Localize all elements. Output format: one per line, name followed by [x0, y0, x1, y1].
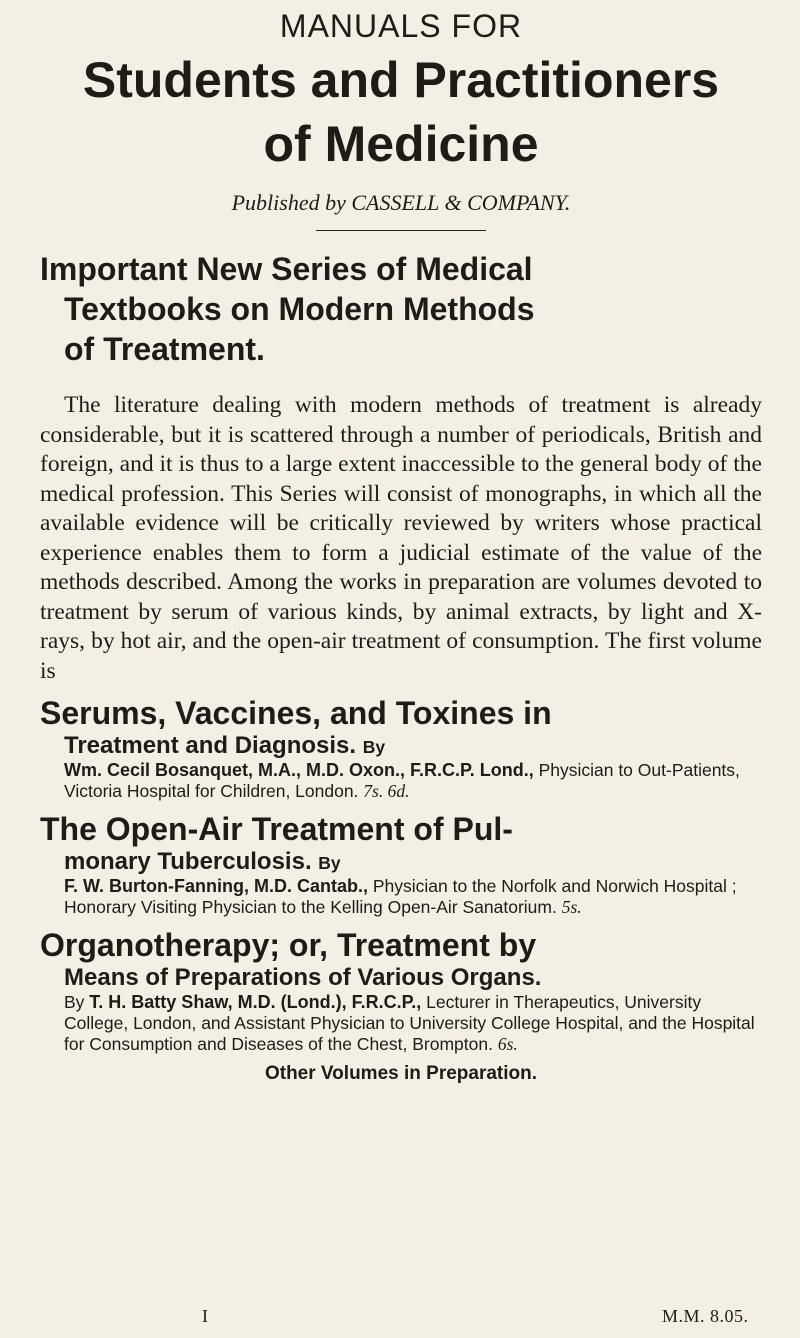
- book-description: Physician to the Norfolk and Norwich Hospital ; Honorary Visiting Physician to the Kelling Open-Air Sanatorium.: [64, 876, 737, 917]
- book-subtitle-text: Treatment and Diagnosis.: [64, 732, 357, 759]
- book-title: Serums, Vaccines, and Toxines in: [40, 695, 552, 731]
- book-description: Physician to Out-Patients, Victoria Hospital for Children, London.: [64, 760, 740, 801]
- series-heading-line3: of Treatment.: [64, 331, 265, 367]
- book-description: Lecturer in Therapeutics, University College, London, and Assistant Physician to University College Hospital, and the Hospital for Consumption and Diseases of the Chest, Brompton.: [64, 992, 755, 1054]
- book-entry-serums: [40, 694, 762, 802]
- book-author-block: [40, 992, 762, 1055]
- book-author: Wm. Cecil Bosanquet, M.A., M.D. Oxon., F.R.C.P. Lond.,: [64, 760, 534, 780]
- book-price: 7s. 6d.: [363, 781, 410, 801]
- book-subtitle: [40, 848, 762, 876]
- divider-rule: [316, 230, 486, 231]
- book-title: Organotherapy; or, Treatment by: [40, 927, 537, 963]
- book-by: By: [362, 737, 386, 757]
- book-by: By: [318, 853, 341, 873]
- book-price: 5s.: [561, 897, 582, 917]
- series-heading-line2: Textbooks on Modern Methods: [64, 291, 535, 327]
- book-entry-organotherapy: [40, 926, 762, 1055]
- catalog-code: M.M. 8.05.: [662, 1306, 749, 1326]
- book-author-block: [40, 876, 762, 918]
- book-title: The Open-Air Treatment of Pul-: [40, 811, 513, 847]
- signature-mark: I: [202, 1306, 208, 1326]
- other-volumes-note: Other Volumes in Preparation.: [264, 1063, 538, 1084]
- manuals-for-heading: MANUALS FOR: [279, 8, 523, 44]
- of-medicine-heading: of Medicine: [263, 116, 539, 172]
- book-by: By: [64, 992, 90, 1012]
- book-price: 6s.: [497, 1034, 518, 1054]
- book-author-block: [40, 760, 762, 802]
- page-footer: [0, 1306, 800, 1330]
- students-practitioners-heading: Students and Practitioners: [82, 52, 720, 108]
- book-subtitle-text: monary Tuberculosis.: [64, 848, 312, 875]
- book-author: F. W. Burton-Fanning, M.D. Cantab.,: [64, 876, 368, 896]
- book-author: T. H. Batty Shaw, M.D. (Lond.), F.R.C.P.,: [89, 992, 422, 1012]
- series-heading-line1: Important New Series of Medical: [40, 251, 533, 287]
- series-intro-paragraph: The literature dealing with modern methods of treatment is already considerable, but it is scattered through a number of periodicals, British and foreign, and it is thus to a large extent inaccessible to the general body of the medical profession. This Series will consist of monographs, in which all the available evidence will be critically reviewed by writers whose practical experience enables them to form a judicial estimate of the value of the methods described. Among the works in preparation are volumes devoted to treatment by serum of various kinds, by animal extracts, by light and X-rays, by hot air, and the open-air treatment of consumption. The first volume is: [40, 392, 762, 684]
- series-heading: [40, 249, 762, 369]
- book-subtitle: Means of Preparations of Various Organs.: [64, 964, 542, 991]
- book-entry-open-air: [40, 810, 762, 918]
- book-subtitle: [40, 732, 762, 760]
- publisher-line: Published by CASSELL & COMPANY.: [231, 190, 571, 215]
